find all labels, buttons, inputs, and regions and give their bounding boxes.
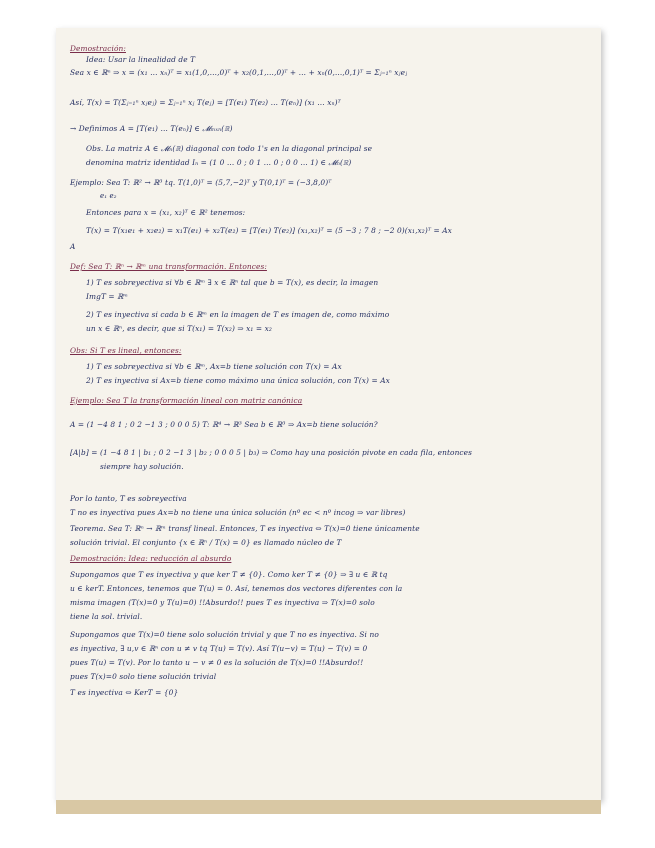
- note-line-21: Ejemplo: Sea T la transformación lineal con matriz canónica: [70, 396, 303, 405]
- note-line-6: Obs. La matriz A ∈ 𝓜ₙ(ℝ) diagonal con todo 1's en la diagonal principal se: [86, 144, 373, 153]
- note-line-29: Demostración: Idea: reducción al absurdo: [70, 554, 232, 563]
- note-line-14: 1) T es sobreyectiva si ∀b ∈ ℝᵐ ∃ x ∈ ℝⁿ tal que b = T(x), es decir, la imagen: [86, 278, 379, 287]
- note-line-37: pues T(x)=0 solo tiene solución trivial: [70, 672, 217, 681]
- note-line-31: u ∈ kerT. Entonces, tenemos que T(u) = 0. Así, tenemos dos vectores diferentes con la: [70, 584, 403, 593]
- note-line-8: Ejemplo: Sea T: ℝ² → ℝ³ tq. T(1,0)ᵀ = (5,7,−2)ᵀ y T(0,1)ᵀ = (−3,8,0)ᵀ: [70, 178, 332, 187]
- note-line-30: Supongamos que T es inyectiva y que ker T ≠ {0}. Como ker T ≠ {0} ⇒ ∃ u ∈ ℝ tq: [70, 570, 388, 579]
- note-line-5: → Definimos A = [T(e₁) … T(eₙ)] ∈ 𝓜ₘₓₙ(ℝ): [70, 124, 233, 133]
- note-line-4: Así, T(x) = T(Σⱼ₌₁ⁿ xⱼeⱼ) = Σⱼ₌₁ⁿ xⱼ T(eⱼ) = [T(e₁) T(e₂) … T(eₙ)] (x₁ … xₙ)ᵀ: [70, 98, 341, 107]
- note-line-36: pues T(u) = T(v). Por lo tanto u − v ≠ 0 es la solución de T(x)=0 !!Absurdo!!: [70, 658, 364, 667]
- note-line-22: A = (1 −4 8 1 ; 0 2 −1 3 ; 0 0 0 5) T: ℝ⁴ → ℝ³ Sea b ∈ ℝ³ ⇒ Ax=b tiene solución?: [70, 420, 378, 429]
- note-line-10: Entonces para x = (x₁, x₂)ᵀ ∈ ℝ² tenemos:: [86, 208, 246, 217]
- note-line-2: Idea: Usar la linealidad de T: [86, 55, 196, 64]
- note-line-24: siempre hay solución.: [100, 462, 184, 471]
- note-line-32: misma imagen (T(x)=0 y T(u)=0) !!Absurdo!! pues T es inyectiva ⇒ T(x)=0 solo: [70, 598, 375, 607]
- note-line-1: Demostración:: [70, 44, 126, 53]
- note-line-19: 1) T es sobreyectiva si ∀b ∈ ℝᵐ, Ax=b tiene solución con T(x) = Ax: [86, 362, 342, 371]
- note-line-7: denomina matriz identidad Iₙ = (1 0 … 0 ; 0 1 … 0 ; 0 0 … 1) ∈ 𝓜ₙ(ℝ): [86, 158, 352, 167]
- note-line-28: solución trivial. El conjunto {x ∈ ℝⁿ / T(x) = 0} es llamado núcleo de T: [70, 538, 342, 547]
- note-line-38: T es inyectiva ⇔ KerT = {0}: [70, 688, 179, 697]
- page-shadow-band: [56, 800, 601, 814]
- note-line-17: un x ∈ ℝⁿ, es decir, que si T(x₁) = T(x₂) ⇒ x₁ = x₂: [86, 324, 272, 333]
- note-line-26: T no es inyectiva pues Ax=b no tiene una única solución (nº ec < nº incog ⇒ var libres): [70, 508, 406, 517]
- note-line-12: A: [70, 242, 76, 251]
- note-line-9: e₁ e₂: [100, 192, 117, 200]
- note-line-3: Sea x ∈ ℝⁿ ⇒ x = (x₁ … xₙ)ᵀ = x₁(1,0,…,0)ᵀ + x₂(0,1,…,0)ᵀ + … + xₙ(0,…,0,1)ᵀ = Σⱼ₌₁ⁿ xⱼeⱼ: [70, 68, 408, 77]
- notebook-page: [56, 28, 601, 800]
- note-line-13: Def: Sea T: ℝⁿ → ℝᵐ una transformación. Entonces:: [70, 262, 267, 271]
- note-line-20: 2) T es inyectiva si Ax=b tiene como máximo una única solución, con T(x) = Ax: [86, 376, 390, 385]
- note-line-11: T(x) = T(x₁e₁ + x₂e₂) = x₁T(e₁) + x₂T(e₂) = [T(e₁) T(e₂)] (x₁,x₂)ᵀ = (5 −3 ; 7 8 ; −2 0)(x₁,x₂)ᵀ = Ax: [86, 226, 452, 235]
- note-line-15: ImgT = ℝᵐ: [86, 292, 129, 301]
- note-line-33: tiene la sol. trivial.: [70, 612, 143, 621]
- note-line-23: [A|b] = (1 −4 8 1 | b₁ ; 0 2 −1 3 | b₂ ; 0 0 0 5 | b₃) ⇒ Como hay una posición pivote en cada fila, entonces: [70, 448, 473, 457]
- note-line-16: 2) T es inyectiva si cada b ∈ ℝᵐ en la imagen de T es imagen de, como máximo: [86, 310, 390, 319]
- note-line-35: es inyectiva, ∃ u,v ∈ ℝⁿ con u ≠ v tq T(u) = T(v). Así T(u−v) = T(u) − T(v) = 0: [70, 644, 368, 653]
- note-line-25: Por lo tanto, T es sobreyectiva: [70, 494, 187, 503]
- note-line-18: Obs: Si T es lineal, entonces:: [70, 346, 182, 355]
- note-line-34: Supongamos que T(x)=0 tiene solo solución trivial y que T no es inyectiva. Si no: [70, 630, 379, 639]
- note-line-27: Teorema. Sea T: ℝⁿ → ℝᵐ transf lineal. Entonces, T es inyectiva ⇔ T(x)=0 tiene únicamente: [70, 524, 420, 533]
